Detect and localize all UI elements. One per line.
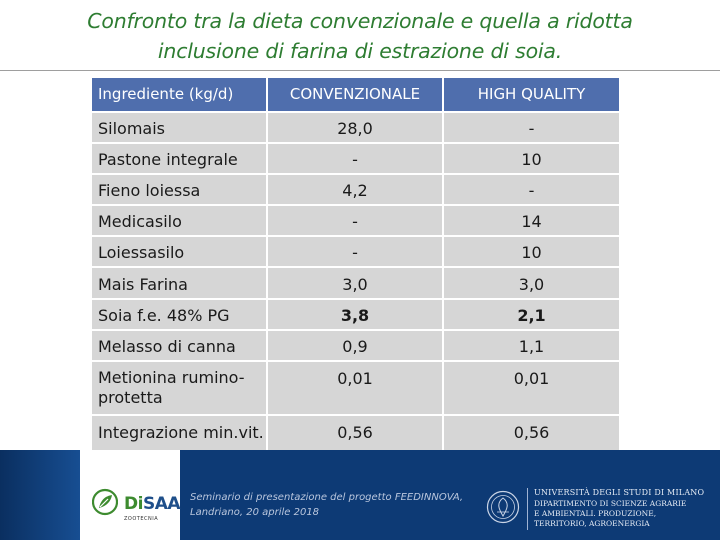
ingredient-cell: Soia f.e. 48% PG — [98, 306, 230, 325]
row-divider — [92, 235, 619, 237]
high-quality-cell: 0,56 — [513, 423, 550, 442]
disaa-logo — [80, 450, 180, 540]
logo-wordmark-saa: SAA — [142, 494, 181, 514]
high-quality-cell: 10 — [521, 150, 542, 169]
ingredient-cell: Mais Farina — [98, 275, 188, 294]
row-divider — [92, 111, 619, 113]
high-quality-cell: 10 — [521, 243, 542, 262]
ingredient-cell — [98, 368, 266, 408]
convenzionale-cell: 3,8 — [340, 306, 370, 325]
department-line-3: TERRITORIO, AGROENERGIA — [534, 519, 650, 528]
title-line-1: Confronto tra la dieta convenzionale e quella a ridotta — [87, 9, 633, 33]
header-convenzionale: CONVENZIONALE — [289, 85, 421, 103]
row-divider — [92, 360, 619, 362]
ingredient-cell: Integrazione min.vit. — [98, 423, 264, 442]
ingredient-cell: Melasso di canna — [98, 337, 236, 356]
footer-divider — [527, 488, 528, 530]
row-divider — [92, 266, 619, 268]
leaf-logo-icon — [92, 488, 118, 516]
caption-line-1: Seminario di presentazione del progetto FEEDINNOVA, — [190, 492, 464, 503]
title-line-2: inclusione di farina di estrazione di soia. — [157, 39, 563, 63]
convenzionale-cell: - — [352, 150, 358, 169]
convenzionale-cell: 3,0 — [342, 275, 368, 294]
ingredient-line-1: Metionina rumino- — [98, 368, 245, 387]
university-block — [534, 487, 720, 529]
ingredient-line-2: protetta — [98, 388, 163, 407]
ingredient-cell: Fieno loiessa — [98, 181, 201, 200]
header-high-quality: HIGH QUALITY — [477, 85, 586, 103]
high-quality-cell: - — [528, 181, 535, 200]
high-quality-cell: 1,1 — [518, 337, 545, 356]
row-divider — [92, 204, 619, 206]
convenzionale-cell: 0,56 — [337, 423, 373, 442]
footer-accent-strip — [0, 450, 80, 540]
university-name: UNIVERSITÀ DEGLI STUDI DI MILANO — [534, 488, 705, 497]
ingredient-cell: Loiessasilo — [98, 243, 185, 262]
seminar-caption — [190, 490, 490, 520]
logo-wordmark — [124, 494, 180, 514]
high-quality-cell: 2,1 — [517, 306, 546, 325]
diet-comparison-table — [92, 78, 619, 470]
row-divider — [92, 298, 619, 300]
header-ingredient: Ingrediente (kg/d) — [98, 85, 234, 103]
convenzionale-cell: 4,2 — [342, 181, 368, 200]
ingredient-cell: Silomais — [98, 119, 166, 138]
high-quality-cell: 3,0 — [518, 275, 545, 294]
department-line-1: DIPARTIMENTO DI SCIENZE AGRARIE — [534, 499, 687, 508]
logo-subtitle: ZOOTECNIA — [124, 516, 159, 522]
convenzionale-cell: 0,01 — [337, 369, 373, 388]
slide-title — [0, 6, 720, 66]
high-quality-cell: 14 — [521, 212, 542, 231]
university-seal-icon — [486, 490, 520, 524]
row-divider — [92, 329, 619, 331]
convenzionale-cell: 0,9 — [342, 337, 368, 356]
department-line-2: E AMBIENTALI. PRODUZIONE, — [534, 509, 657, 518]
title-divider — [0, 70, 720, 71]
convenzionale-cell: - — [352, 212, 358, 231]
row-divider — [92, 142, 619, 144]
high-quality-cell: - — [528, 119, 535, 138]
caption-line-2: Landriano, 20 aprile 2018 — [190, 507, 320, 518]
convenzionale-cell: - — [352, 243, 358, 262]
ingredient-cell: Pastone integrale — [98, 150, 238, 169]
row-divider — [92, 414, 619, 416]
convenzionale-cell: 28,0 — [337, 119, 373, 138]
ingredient-cell: Medicasilo — [98, 212, 182, 231]
high-quality-cell: 0,01 — [513, 369, 550, 388]
row-divider — [92, 173, 619, 175]
logo-wordmark-di: Di — [124, 494, 143, 514]
